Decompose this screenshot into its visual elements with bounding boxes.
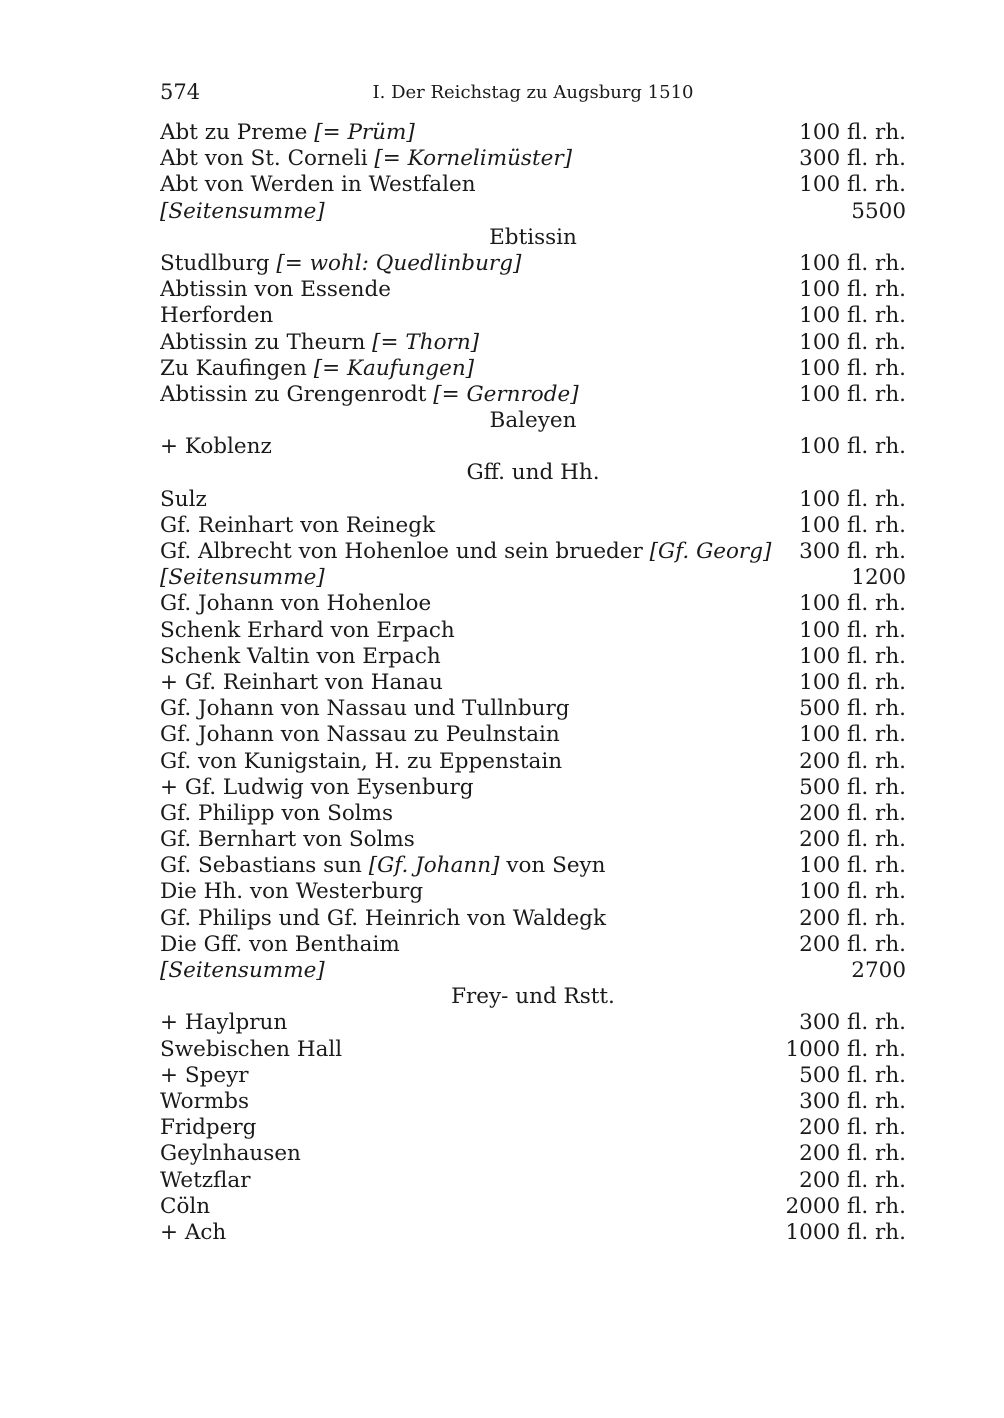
entry-amount: 100 fl. rh. <box>799 643 906 669</box>
entry-text: Gf. Reinhart von Reinegk <box>160 512 436 538</box>
entry-name <box>160 1010 799 1036</box>
entry-name <box>160 251 799 277</box>
entry-text: Gf. Albrecht von Hohenloe und sein brueder <box>160 539 643 564</box>
entry-row <box>160 827 906 853</box>
entry-amount: 200 fl. rh. <box>799 1141 906 1167</box>
entry-row <box>160 722 906 748</box>
entry-name <box>160 1194 785 1220</box>
page-sum-amount: 1200 <box>851 565 906 591</box>
editorial-note: [= Kaufungen] <box>313 355 475 381</box>
entry-name <box>160 356 799 382</box>
entry-name <box>160 932 799 958</box>
entry-text: Herforden <box>160 303 274 329</box>
entry-text: [Seitensumme] <box>160 198 325 224</box>
entry-amount: 200 fl. rh. <box>799 748 906 774</box>
entry-amount: 500 fl. rh. <box>799 774 906 800</box>
entry-row <box>160 1168 906 1194</box>
entry-text: Die Gff. von Benthaim <box>160 931 400 957</box>
entry-row <box>160 1037 906 1063</box>
editorial-note: [= Kornelimüster] <box>374 146 572 172</box>
entry-amount: 300 fl. rh. <box>799 1010 906 1036</box>
entry-name <box>160 1089 799 1115</box>
entry-row <box>160 303 906 329</box>
entry-amount: 100 fl. rh. <box>799 853 906 879</box>
editorial-note: [Gf. Georg] <box>649 539 772 564</box>
entry-text: Zu Kaufingen <box>160 355 307 381</box>
entry-text: Gf. Philips und Gf. Heinrich von Waldegk <box>160 905 606 931</box>
entry-name <box>160 827 799 853</box>
page-number: 574 <box>160 80 201 104</box>
entry-row <box>160 434 906 460</box>
entry-text: + Speyr <box>160 1062 249 1088</box>
entry-amount: 100 fl. rh. <box>799 669 906 695</box>
entry-text: Studlburg <box>160 250 270 276</box>
entry-row <box>160 932 906 958</box>
page-sum-label <box>160 958 851 984</box>
section-heading <box>160 408 906 434</box>
page-sum-row <box>160 565 906 591</box>
section-heading <box>160 460 906 486</box>
entry-amount: 200 fl. rh. <box>799 827 906 853</box>
entry-amount: 500 fl. rh. <box>799 696 906 722</box>
entry-amount: 1000 fl. rh. <box>785 1219 906 1245</box>
entry-text: Abtissin zu Grengenrodt <box>160 381 427 407</box>
entry-amount: 100 fl. rh. <box>799 329 906 355</box>
entry-row <box>160 670 906 696</box>
editorial-note: [= Thorn] <box>372 329 480 355</box>
entry-amount: 200 fl. rh. <box>799 1167 906 1193</box>
entry-text: + Koblenz <box>160 434 272 460</box>
running-title: I. Der Reichstag zu Augsburg 1510 <box>372 82 694 103</box>
entry-text: Cöln <box>160 1193 211 1219</box>
entry-name <box>160 303 799 329</box>
entry-text: Sulz <box>160 486 207 512</box>
entry-text: Gf. Bernhart von Solms <box>160 827 415 853</box>
entry-amount: 100 fl. rh. <box>799 434 906 460</box>
entry-amount: 100 fl. rh. <box>799 879 906 905</box>
page-sum-label <box>160 565 851 591</box>
page-sum-amount: 2700 <box>851 958 906 983</box>
entry-row <box>160 775 906 801</box>
entry-text: Abt von Werden in Westfalen <box>160 172 476 198</box>
entry-name <box>160 749 799 775</box>
entry-name <box>160 513 799 539</box>
entry-name <box>160 1141 799 1167</box>
entry-name <box>160 487 799 513</box>
entry-amount: 100 fl. rh. <box>799 303 906 329</box>
entry-amount: 100 fl. rh. <box>799 172 906 198</box>
entry-row <box>160 696 906 722</box>
entry-amount: 100 fl. rh. <box>799 591 906 617</box>
entry-row <box>160 172 906 198</box>
entry-amount: 100 fl. rh. <box>799 512 906 538</box>
entry-row <box>160 879 906 905</box>
entry-text: + Ach <box>160 1219 227 1245</box>
entry-row <box>160 382 906 408</box>
section-heading-text: Gff. und Hh. <box>466 460 600 486</box>
entry-row <box>160 591 906 617</box>
page-sum-row <box>160 958 906 984</box>
entry-name <box>160 120 799 146</box>
entry-amount: 500 fl. rh. <box>799 1062 906 1088</box>
entry-text: Geylnhausen <box>160 1141 301 1167</box>
entry-text: Swebischen Hall <box>160 1036 343 1062</box>
entry-text: Gf. von Kunigstain, H. zu Eppenstain <box>160 748 563 774</box>
entry-row <box>160 1194 906 1220</box>
entry-text: + Gf. Reinhart von Hanau <box>160 669 443 695</box>
entry-name <box>160 775 799 801</box>
entry-text: Die Hh. von Westerburg <box>160 879 424 905</box>
entry-text: Wormbs <box>160 1088 250 1114</box>
editorial-note: [= wohl: Quedlinburg] <box>276 250 522 276</box>
entry-text: Gf. Sebastians sun <box>160 853 362 879</box>
entry-name <box>160 434 799 460</box>
entry-text: Wetzflar <box>160 1167 251 1193</box>
entry-amount: 100 fl. rh. <box>799 120 906 145</box>
entry-name <box>160 330 799 356</box>
entry-amount: 2000 fl. rh. <box>785 1193 906 1219</box>
entry-row <box>160 513 906 539</box>
entry-row <box>160 356 906 382</box>
entry-row <box>160 120 906 146</box>
entry-amount: 300 fl. rh. <box>799 146 906 172</box>
entry-row <box>160 539 906 565</box>
section-heading-text: Ebtissin <box>489 224 577 250</box>
contribution-list <box>160 120 906 1246</box>
section-heading-text: Frey- und Rstt. <box>451 984 615 1010</box>
entry-name <box>160 618 799 644</box>
entry-amount: 100 fl. rh. <box>799 617 906 643</box>
entry-row <box>160 1063 906 1089</box>
entry-amount: 1000 fl. rh. <box>785 1036 906 1062</box>
entry-text: Fridperg <box>160 1115 257 1141</box>
entry-amount: 100 fl. rh. <box>799 355 906 381</box>
entry-amount: 200 fl. rh. <box>799 800 906 826</box>
editorial-note: [= Gernrode] <box>433 381 579 407</box>
entry-text: [Seitensumme] <box>160 565 325 591</box>
entry-row <box>160 1115 906 1141</box>
entry-text: + Haylprun <box>160 1010 288 1036</box>
entry-name <box>160 696 799 722</box>
entry-text: Schenk Erhard von Erpach <box>160 617 455 643</box>
entry-name <box>160 382 799 408</box>
entry-text: Gf. Johann von Nassau und Tullnburg <box>160 696 570 722</box>
section-heading-text: Baleyen <box>489 408 577 434</box>
entry-amount: 200 fl. rh. <box>799 1115 906 1141</box>
entry-name <box>160 1168 799 1194</box>
page-header <box>160 80 906 108</box>
entry-name <box>160 879 799 905</box>
entry-name <box>160 539 799 565</box>
entry-row <box>160 801 906 827</box>
editorial-note: [= Prüm] <box>314 120 415 145</box>
page-sum-label <box>160 199 851 225</box>
entry-amount: 100 fl. rh. <box>799 250 906 276</box>
entry-text: Abtissin von Essende <box>160 277 392 303</box>
page-sum-amount: 5500 <box>851 198 906 224</box>
entry-name <box>160 591 799 617</box>
editorial-note: [Gf. Johann] <box>368 853 500 879</box>
entry-text: Abtissin zu Theurn <box>160 329 366 355</box>
entry-row <box>160 1010 906 1036</box>
entry-name <box>160 906 799 932</box>
entry-amount: 100 fl. rh. <box>799 277 906 303</box>
entry-amount: 100 fl. rh. <box>799 722 906 748</box>
entry-amount: 300 fl. rh. <box>799 539 906 564</box>
entry-amount: 200 fl. rh. <box>799 931 906 957</box>
entry-amount: 300 fl. rh. <box>799 1088 906 1114</box>
entry-row <box>160 618 906 644</box>
entry-name <box>160 853 799 879</box>
entry-text: Gf. Johann von Nassau zu Peulnstain <box>160 722 560 748</box>
entry-row <box>160 906 906 932</box>
entry-row <box>160 1141 906 1167</box>
entry-row <box>160 277 906 303</box>
entry-amount: 100 fl. rh. <box>799 486 906 512</box>
entry-name <box>160 172 799 198</box>
entry-row <box>160 330 906 356</box>
page-sum-row <box>160 199 906 225</box>
entry-text-continued: von Seyn <box>506 853 606 879</box>
entry-name <box>160 146 799 172</box>
entry-text: Gf. Philipp von Solms <box>160 800 394 826</box>
entry-text: Schenk Valtin von Erpach <box>160 643 441 669</box>
entry-amount: 100 fl. rh. <box>799 381 906 407</box>
entry-name <box>160 722 799 748</box>
entry-row <box>160 1089 906 1115</box>
entry-name <box>160 1037 785 1063</box>
entry-text: + Gf. Ludwig von Eysenburg <box>160 774 474 800</box>
entry-name <box>160 277 799 303</box>
entry-row <box>160 251 906 277</box>
entry-row <box>160 749 906 775</box>
entry-row <box>160 487 906 513</box>
entry-row <box>160 853 906 879</box>
section-heading <box>160 984 906 1010</box>
entry-text: Abt von St. Corneli <box>160 146 368 172</box>
section-heading <box>160 225 906 251</box>
entry-text: Gf. Johann von Hohenloe <box>160 591 432 617</box>
entry-row <box>160 1220 906 1246</box>
entry-name <box>160 670 799 696</box>
entry-text: [Seitensumme] <box>160 958 325 983</box>
entry-name <box>160 1220 785 1246</box>
entry-amount: 200 fl. rh. <box>799 905 906 931</box>
entry-name <box>160 1115 799 1141</box>
entry-name <box>160 801 799 827</box>
entry-name <box>160 644 799 670</box>
entry-row <box>160 146 906 172</box>
entry-row <box>160 644 906 670</box>
entry-text: Abt zu Preme <box>160 120 308 145</box>
entry-name <box>160 1063 799 1089</box>
